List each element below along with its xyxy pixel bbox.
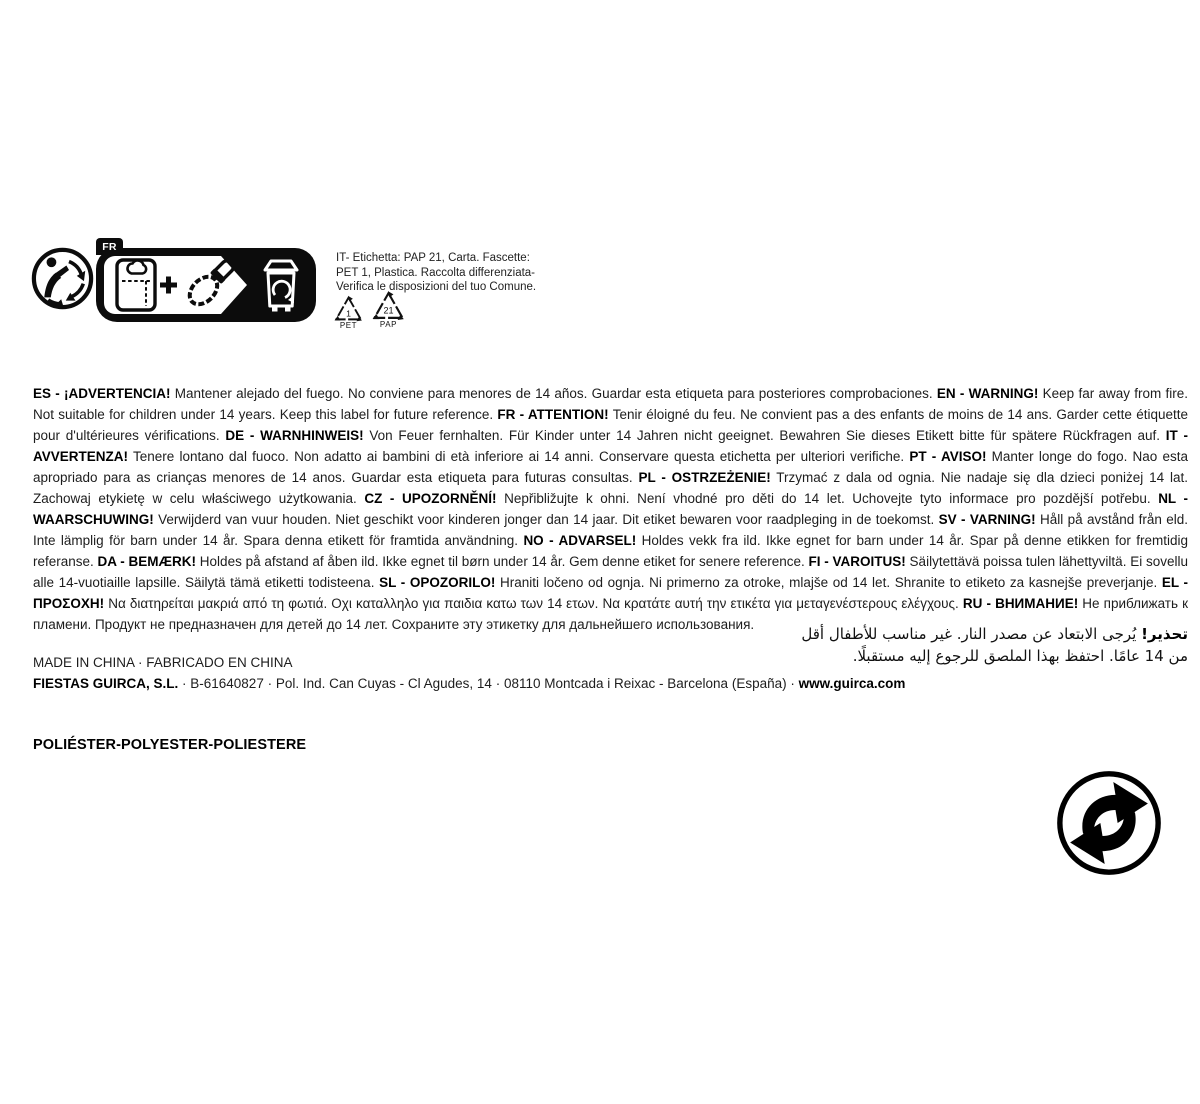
green-dot-icon <box>1055 769 1163 877</box>
recycling-code-label: PAP <box>379 320 398 329</box>
material-composition-line: POLIÉSTER-POLYESTER-POLIESTERE <box>33 737 307 753</box>
fr-country-tab: FR <box>96 238 123 255</box>
recycling-code-number: 1 <box>346 308 351 319</box>
triman-recycling-icon <box>30 246 95 311</box>
recycling-triangle-icon <box>372 290 405 321</box>
company-address-line: FIESTAS GUIRCA, S.L. · B-61640827 · Pol. Ind. Can Cuyas - Cl Agudes, 14 · 08110 Montcada i Reixac - Barcelona (España) · www.guirca.com <box>33 676 906 691</box>
italian-note-line: PET 1, Plastica. Raccolta differenziata- <box>336 266 536 279</box>
arabic-warning-line: من 14 عامًا. احتفظ بهذا الملصق للرجوع إليه مستقبلًا. <box>852 646 1188 665</box>
fr-sorting-pictogram <box>95 247 317 323</box>
italian-note-line: IT- Etichetta: PAP 21, Carta. Fascette: <box>336 252 530 264</box>
pet-recycling-code <box>334 295 363 330</box>
recycling-code-number: 21 <box>383 305 394 316</box>
arabic-warning-line: تحذير! يُرجى الابتعاد عن مصدر النار. غير مناسب للأطفال أقل <box>801 625 1188 643</box>
multilingual-warning-paragraph: ES - ¡ADVERTENCIA! Mantener alejado del fuego. No conviene para menores de 14 años. Guardar esta etiqueta para posteriores comprobaciones. EN - WARNING! Keep far away from fire. Not suitable for children under 14 years. Keep this label for future reference. FR - ATTENTION! Tenir éloigné du feu. Ne convient pas a des enfants de moins de 14 ans. Garder cette étiquette pour d'ultérieures vérifications. DE - WARNHINWEIS! Von Feuer fernhalten. Für Kinder unter 14 Jahren nicht geeignet. Bewahren Sie dieses Etikett bitte für spätere Rückfragen auf. IT - AVVERTENZA! Tenere lontano dal fuoco. Non adatto ai bambini di età inferiore ai 14 anni. Conservare questa etichetta per ulteriori verifiche. PT - AVISO! Manter longe do fogo. Nao esta apropriado para as crianças menores de 14 anos. Guardar esta etiqueta para futuras consultas. PL - OSTRZEŻENIE! Trzymać z dala od ognia. Nie nadaje się dla dzieci poniżej 14 lat. Zachowaj etykietę w celu właściwego użytkowania. CZ - UPOZORNĚNÍ! Nepřibližujte k ohni. Není vhodné pro děti do 14 let. Uchovejte tyto informace pro pozdější potřebu. NL - WAARSCHUWING! Verwijderd van vuur houden. Niet geschikt voor kinderen jonger dan 14 jaar. Dit etiket bewaren voor raadpleging in de toekomst. SV - VARNING! Håll på avstånd från eld. Inte lämplig för barn under 14 år. Spara denna etikett för framtida användning. NO - ADVARSEL! Holdes vekk fra ild. Ikke egnet for barn under 14 år. Spar på denne etikken for fremtidig referanse. DA - BEMÆRK! Holdes på afstand af åben ild. Ikke egnet til børn under 14 år. Gem denne etiket for senere reference. FI - VAROITUS! Säilytettävä poissa tulen lähettyviltä. Ei sovellu alle 14-vuotiaille lapsille. Säilytä tämä etiketti todisteena. SL - OPOZORILO! Hraniti ločeno od ognja. Ni primerno za otroke, mlajše od 14 let. Shranite to etiketo za kasnejše preverjanje. EL - ΠΡΟΣΟΧΗ! Να διατηρείται μακριά από τη φωτιά. Οχι καταλληλο για παιδια κατω των 14 ετων. Να κρατάτε αυτή την ετικέτα για μεταγενέστερους ελέγχους. RU - ВНИМАНИЕ! Не приближать к пламени. Продукт не предназначен для детей до 14 лет. Сохраните эту этикетку для дальнейшего использования. <box>33 386 1189 632</box>
recycling-triangle-icon <box>334 295 363 322</box>
arabic-warning <box>708 624 1188 667</box>
pap-recycling-code <box>372 290 405 329</box>
recycling-code-label: PET <box>339 321 358 330</box>
italian-note-line: Verifica le disposizioni del tuo Comune. <box>336 281 537 293</box>
made-in-line: MADE IN CHINA · FABRICADO EN CHINA <box>33 655 293 670</box>
italian-disposal-note <box>336 251 536 295</box>
